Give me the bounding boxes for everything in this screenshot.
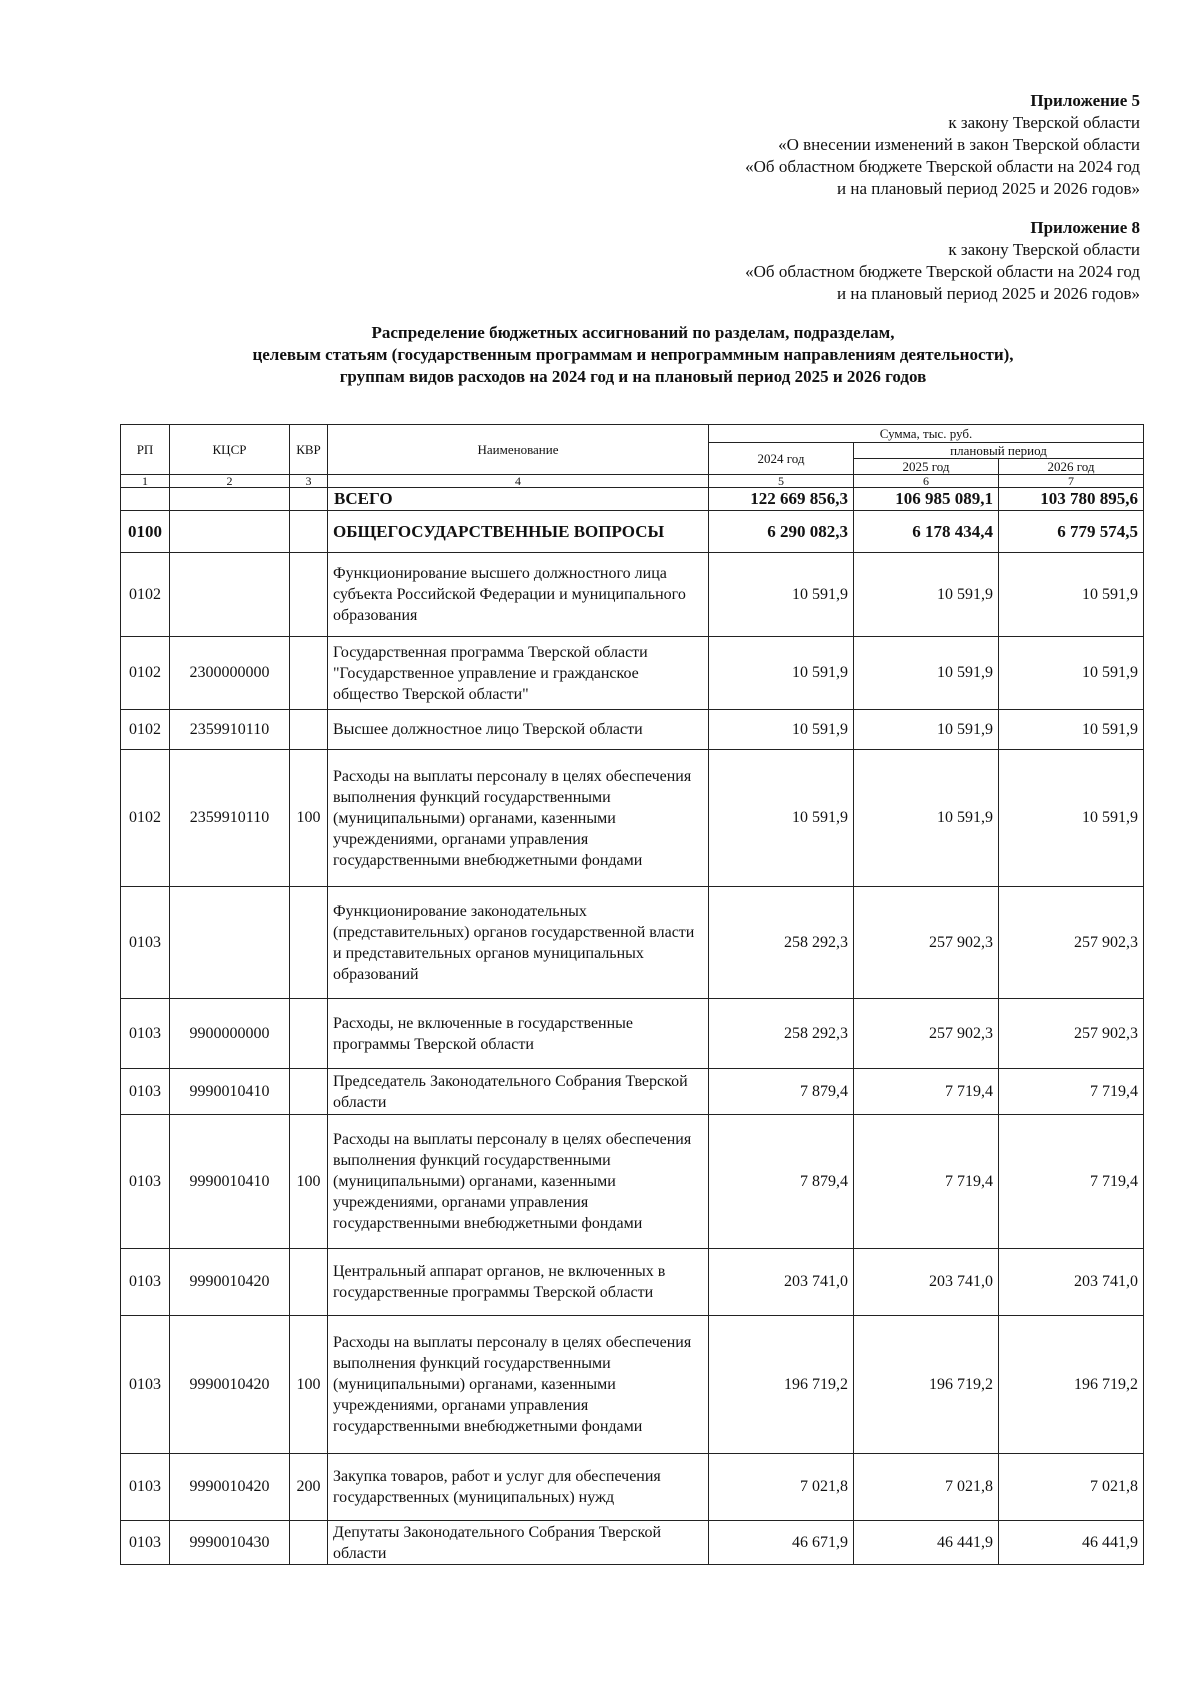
cell-kvr: 100 bbox=[290, 750, 328, 887]
cell-2024: 7 879,4 bbox=[709, 1069, 854, 1115]
header-sum: Сумма, тыс. руб. bbox=[709, 425, 1144, 443]
cell-rp: 0103 bbox=[121, 1521, 170, 1565]
cell-kvr bbox=[290, 999, 328, 1069]
appendix-5-title: Приложение 5 bbox=[1030, 91, 1140, 110]
column-number: 4 bbox=[328, 475, 709, 488]
cell-rp: 0103 bbox=[121, 1249, 170, 1316]
table-row bbox=[121, 999, 1144, 1069]
table-row bbox=[121, 553, 1144, 637]
total-rp bbox=[121, 488, 170, 511]
appendix-5-header bbox=[745, 90, 1140, 200]
cell-2024: 10 591,9 bbox=[709, 637, 854, 710]
header-rp: РП bbox=[121, 425, 170, 475]
cell-2026: 257 902,3 bbox=[999, 887, 1144, 999]
table-row bbox=[121, 750, 1144, 887]
cell-rp: 0102 bbox=[121, 637, 170, 710]
cell-2026: 257 902,3 bbox=[999, 999, 1144, 1069]
cell-kvr bbox=[290, 1249, 328, 1316]
column-number: 3 bbox=[290, 475, 328, 488]
appendix-5-line: «О внесении изменений в закон Тверской области bbox=[778, 135, 1140, 154]
cell-name: Государственная программа Тверской области "Государственное управление и гражданское общество Тверской области" bbox=[328, 637, 709, 710]
cell-2025: 7 021,8 bbox=[854, 1454, 999, 1521]
cell-2026: 196 719,2 bbox=[999, 1316, 1144, 1454]
cell-kcsr: 9900000000 bbox=[170, 999, 290, 1069]
cell-2025: 10 591,9 bbox=[854, 750, 999, 887]
cell-2025: 10 591,9 bbox=[854, 710, 999, 750]
cell-name: ОБЩЕГОСУДАРСТВЕННЫЕ ВОПРОСЫ bbox=[328, 511, 709, 553]
header-2026: 2026 год bbox=[999, 459, 1144, 475]
cell-2026: 10 591,9 bbox=[999, 553, 1144, 637]
cell-2026: 10 591,9 bbox=[999, 710, 1144, 750]
table-row bbox=[121, 887, 1144, 999]
header-2024: 2024 год bbox=[709, 443, 854, 475]
appendix-5-line: к закону Тверской области bbox=[948, 113, 1140, 132]
cell-2024: 203 741,0 bbox=[709, 1249, 854, 1316]
cell-rp: 0102 bbox=[121, 553, 170, 637]
appendix-5-line: «Об областном бюджете Тверской области на 2024 год bbox=[745, 157, 1140, 176]
cell-name: Центральный аппарат органов, не включенных в государственные программы Тверской области bbox=[328, 1249, 709, 1316]
cell-kcsr: 9990010420 bbox=[170, 1316, 290, 1454]
column-number: 2 bbox=[170, 475, 290, 488]
appendix-5-line: и на плановый период 2025 и 2026 годов» bbox=[837, 179, 1140, 198]
header-kcsr: КЦСР bbox=[170, 425, 290, 475]
cell-rp: 0103 bbox=[121, 1316, 170, 1454]
cell-name: Высшее должностное лицо Тверской области bbox=[328, 710, 709, 750]
appendix-8-line: и на плановый период 2025 и 2026 годов» bbox=[837, 284, 1140, 303]
cell-name: Расходы, не включенные в государственные программы Тверской области bbox=[328, 999, 709, 1069]
cell-2025: 10 591,9 bbox=[854, 637, 999, 710]
document-heading bbox=[0, 322, 1200, 388]
cell-2026: 10 591,9 bbox=[999, 750, 1144, 887]
cell-2024: 258 292,3 bbox=[709, 999, 854, 1069]
cell-name: Закупка товаров, работ и услуг для обеспечения государственных (муниципальных) нужд bbox=[328, 1454, 709, 1521]
column-number-row bbox=[121, 475, 1144, 488]
total-2024: 122 669 856,3 bbox=[709, 488, 854, 511]
cell-2026: 10 591,9 bbox=[999, 637, 1144, 710]
cell-kcsr: 9990010410 bbox=[170, 1115, 290, 1249]
cell-kcsr: 9990010430 bbox=[170, 1521, 290, 1565]
cell-2025: 6 178 434,4 bbox=[854, 511, 999, 553]
cell-name: Председатель Законодательного Собрания Тверской области bbox=[328, 1069, 709, 1115]
cell-kcsr: 2359910110 bbox=[170, 750, 290, 887]
appendix-8-line: «Об областном бюджете Тверской области на 2024 год bbox=[745, 262, 1140, 281]
cell-2024: 196 719,2 bbox=[709, 1316, 854, 1454]
cell-kvr bbox=[290, 553, 328, 637]
table-row bbox=[121, 1115, 1144, 1249]
cell-name: Расходы на выплаты персоналу в целях обеспечения выполнения функций государственными (муниципальными) органами, казенными учреждениями, органами управления государственными внебюджетными фондами bbox=[328, 1316, 709, 1454]
cell-name: Депутаты Законодательного Собрания Тверской области bbox=[328, 1521, 709, 1565]
cell-kvr bbox=[290, 710, 328, 750]
cell-2026: 7 719,4 bbox=[999, 1115, 1144, 1249]
cell-rp: 0103 bbox=[121, 887, 170, 999]
header-name: Наименование bbox=[328, 425, 709, 475]
cell-2024: 258 292,3 bbox=[709, 887, 854, 999]
table-row bbox=[121, 1454, 1144, 1521]
cell-kvr bbox=[290, 1521, 328, 1565]
table-row bbox=[121, 1521, 1144, 1565]
cell-name: Расходы на выплаты персоналу в целях обеспечения выполнения функций государственными (муниципальными) органами, казенными учреждениями, органами управления государственными внебюджетными фондами bbox=[328, 1115, 709, 1249]
cell-2025: 7 719,4 bbox=[854, 1069, 999, 1115]
cell-rp: 0103 bbox=[121, 1069, 170, 1115]
total-2025: 106 985 089,1 bbox=[854, 488, 999, 511]
table-row bbox=[121, 511, 1144, 553]
cell-rp: 0100 bbox=[121, 511, 170, 553]
cell-2025: 10 591,9 bbox=[854, 553, 999, 637]
cell-2024: 7 021,8 bbox=[709, 1454, 854, 1521]
cell-name: Расходы на выплаты персоналу в целях обеспечения выполнения функций государственными (муниципальными) органами, казенными учреждениями, органами управления государственными внебюджетными фондами bbox=[328, 750, 709, 887]
header-2025: 2025 год bbox=[854, 459, 999, 475]
cell-2026: 46 441,9 bbox=[999, 1521, 1144, 1565]
heading-line: Распределение бюджетных ассигнований по разделам, подразделам, bbox=[371, 323, 895, 342]
table-row bbox=[121, 1069, 1144, 1115]
total-kvr bbox=[290, 488, 328, 511]
cell-2024: 7 879,4 bbox=[709, 1115, 854, 1249]
cell-2024: 10 591,9 bbox=[709, 710, 854, 750]
budget-table bbox=[120, 424, 1144, 1565]
cell-2025: 46 441,9 bbox=[854, 1521, 999, 1565]
column-number: 1 bbox=[121, 475, 170, 488]
cell-2026: 6 779 574,5 bbox=[999, 511, 1144, 553]
total-row bbox=[121, 488, 1144, 511]
header-planned: плановый период bbox=[854, 443, 1144, 459]
cell-2025: 196 719,2 bbox=[854, 1316, 999, 1454]
cell-2024: 10 591,9 bbox=[709, 553, 854, 637]
table-header-row bbox=[121, 425, 1144, 443]
cell-2026: 7 021,8 bbox=[999, 1454, 1144, 1521]
heading-line: целевым статьям (государственным программам и непрограммным направлениям деятельности), bbox=[252, 345, 1014, 364]
cell-kcsr bbox=[170, 553, 290, 637]
appendix-8-line: к закону Тверской области bbox=[948, 240, 1140, 259]
cell-2026: 7 719,4 bbox=[999, 1069, 1144, 1115]
column-number: 5 bbox=[709, 475, 854, 488]
column-number: 7 bbox=[999, 475, 1144, 488]
cell-name: Функционирование высшего должностного лица субъекта Российской Федерации и муниципального образования bbox=[328, 553, 709, 637]
cell-rp: 0103 bbox=[121, 1115, 170, 1249]
cell-rp: 0103 bbox=[121, 1454, 170, 1521]
cell-name: Функционирование законодательных (представительных) органов государственной власти и представительных органов муниципальных образований bbox=[328, 887, 709, 999]
cell-2025: 203 741,0 bbox=[854, 1249, 999, 1316]
table-row bbox=[121, 1316, 1144, 1454]
cell-2024: 46 671,9 bbox=[709, 1521, 854, 1565]
cell-rp: 0102 bbox=[121, 750, 170, 887]
cell-kcsr: 9990010410 bbox=[170, 1069, 290, 1115]
cell-kcsr: 2300000000 bbox=[170, 637, 290, 710]
cell-rp: 0102 bbox=[121, 710, 170, 750]
cell-kvr: 100 bbox=[290, 1316, 328, 1454]
appendix-8-header bbox=[745, 217, 1140, 305]
cell-kcsr: 9990010420 bbox=[170, 1454, 290, 1521]
cell-kvr: 100 bbox=[290, 1115, 328, 1249]
cell-kvr: 200 bbox=[290, 1454, 328, 1521]
cell-kvr bbox=[290, 1069, 328, 1115]
total-2026: 103 780 895,6 bbox=[999, 488, 1144, 511]
cell-rp: 0103 bbox=[121, 999, 170, 1069]
cell-2024: 10 591,9 bbox=[709, 750, 854, 887]
table-row bbox=[121, 1249, 1144, 1316]
heading-line: группам видов расходов на 2024 год и на плановый период 2025 и 2026 годов bbox=[339, 367, 927, 386]
total-label: ВСЕГО bbox=[328, 488, 709, 511]
table-row bbox=[121, 637, 1144, 710]
total-kcsr bbox=[170, 488, 290, 511]
cell-2025: 257 902,3 bbox=[854, 887, 999, 999]
cell-2025: 7 719,4 bbox=[854, 1115, 999, 1249]
cell-kcsr bbox=[170, 511, 290, 553]
cell-kvr bbox=[290, 511, 328, 553]
cell-2026: 203 741,0 bbox=[999, 1249, 1144, 1316]
cell-kcsr bbox=[170, 887, 290, 999]
table-row bbox=[121, 710, 1144, 750]
cell-kcsr: 9990010420 bbox=[170, 1249, 290, 1316]
cell-2025: 257 902,3 bbox=[854, 999, 999, 1069]
appendix-8-title: Приложение 8 bbox=[1030, 218, 1140, 237]
cell-kcsr: 2359910110 bbox=[170, 710, 290, 750]
cell-kvr bbox=[290, 637, 328, 710]
column-number: 6 bbox=[854, 475, 999, 488]
header-kvr: КВР bbox=[290, 425, 328, 475]
cell-2024: 6 290 082,3 bbox=[709, 511, 854, 553]
cell-kvr bbox=[290, 887, 328, 999]
